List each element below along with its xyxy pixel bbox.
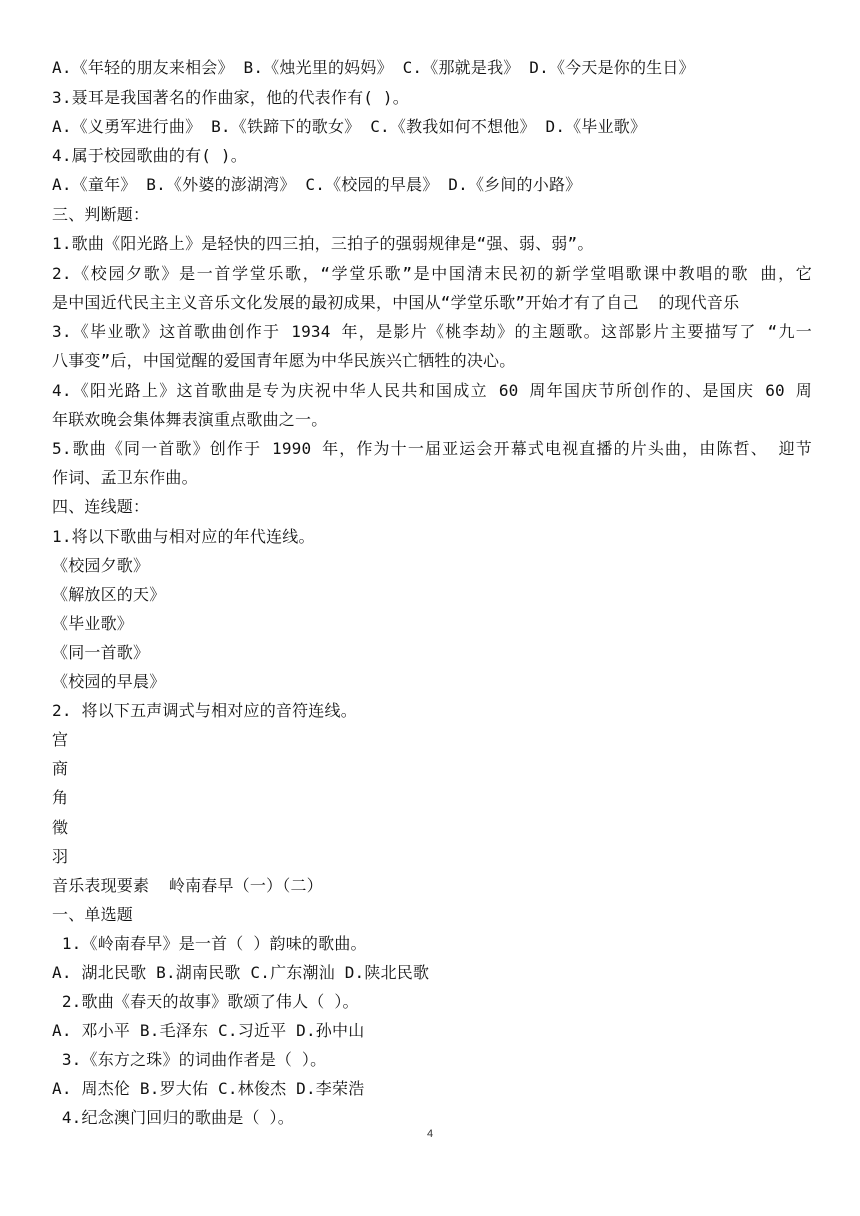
question-line: 1.《岭南春早》是一首（ ）韵味的歌曲。 bbox=[52, 934, 367, 953]
text-line: A. 湖北民歌 B.湖南民歌 C.广东潮汕 D.陕北民歌 bbox=[52, 963, 430, 982]
text-line: 4.《阳光路上》这首歌曲是专为庆祝中华人民共和国成立 60 周年国庆节所创作的、是国庆 60 周 bbox=[52, 381, 812, 400]
text-line: 是中国近代民主主义音乐文化发展的最初成果，中国从“学堂乐歌”开始才有了自己 的现代音乐 bbox=[52, 293, 740, 312]
song-item: 《解放区的天》 bbox=[52, 585, 166, 604]
scale-item: 角 bbox=[52, 788, 69, 807]
section-heading: 一、单选题 bbox=[52, 905, 134, 924]
section-heading: 三、判断题： bbox=[52, 205, 150, 224]
song-item: 《校园夕歌》 bbox=[52, 556, 150, 575]
text-line: A. 邓小平 B.毛泽东 C.习近平 D.孙中山 bbox=[52, 1021, 365, 1040]
text-line: A.《年轻的朋友来相会》 B.《烛光里的妈妈》 C.《那就是我》 D.《今天是你的生日》 bbox=[52, 58, 695, 77]
question-line: 1.将以下歌曲与相对应的年代连线。 bbox=[52, 527, 315, 546]
text-line: A. 周杰伦 B.罗大佑 C.林俊杰 D.李荣浩 bbox=[52, 1079, 365, 1098]
text-line: A.《义勇军进行曲》 B.《铁蹄下的歌女》 C.《教我如何不想他》 D.《毕业歌》 bbox=[52, 117, 647, 136]
text-line: 1.歌曲《阳光路上》是轻快的四三拍，三拍子的强弱规律是“强、弱、弱”。 bbox=[52, 234, 594, 253]
song-item: 《同一首歌》 bbox=[52, 643, 150, 662]
text-line: 5.歌曲《同一首歌》创作于 1990 年，作为十一届亚运会开幕式电视直播的片头曲，由陈哲、 迎节 bbox=[52, 439, 812, 458]
question-line: 4.纪念澳门回归的歌曲是（ ）。 bbox=[52, 1108, 294, 1127]
question-line: 3.聂耳是我国著名的作曲家，他的代表作有( )。 bbox=[52, 88, 409, 107]
scale-item: 宫 bbox=[52, 730, 69, 749]
text-line: 作词、孟卫东作曲。 bbox=[52, 468, 198, 487]
scale-item: 徵 bbox=[52, 818, 69, 837]
section-heading: 四、连线题： bbox=[52, 497, 150, 516]
question-line: 4.属于校园歌曲的有( )。 bbox=[52, 146, 247, 165]
question-line: 2.歌曲《春天的故事》歌颂了伟人（ ）。 bbox=[52, 992, 359, 1011]
text-line: 3.《毕业歌》这首歌曲创作于 1934 年，是影片《桃李劫》的主题歌。这部影片主要描写了 “九一 bbox=[52, 322, 812, 341]
song-item: 《毕业歌》 bbox=[52, 614, 134, 633]
song-item: 《校园的早晨》 bbox=[52, 672, 166, 691]
text-line: 年联欢晚会集体舞表演重点歌曲之一。 bbox=[52, 410, 328, 429]
question-line: 3.《东方之珠》的词曲作者是（ ）。 bbox=[52, 1050, 327, 1069]
text-line: A.《童年》 B.《外婆的澎湖湾》 C.《校园的早晨》 D.《乡间的小路》 bbox=[52, 175, 582, 194]
page-number: 4 bbox=[426, 1128, 434, 1140]
text-line: 八事变”后，中国觉醒的爱国青年愿为中华民族兴亡牺牲的决心。 bbox=[52, 351, 516, 370]
scale-item: 羽 bbox=[52, 847, 69, 866]
question-line: 2. 将以下五声调式与相对应的音符连线。 bbox=[52, 701, 357, 720]
unit-heading: 音乐表现要素 岭南春早（一）（二） bbox=[52, 876, 323, 895]
text-line: 2.《校园夕歌》是一首学堂乐歌，“学堂乐歌”是中国清末民初的新学堂唱歌课中教唱的歌 曲，它 bbox=[52, 264, 812, 283]
scale-item: 商 bbox=[52, 759, 69, 778]
